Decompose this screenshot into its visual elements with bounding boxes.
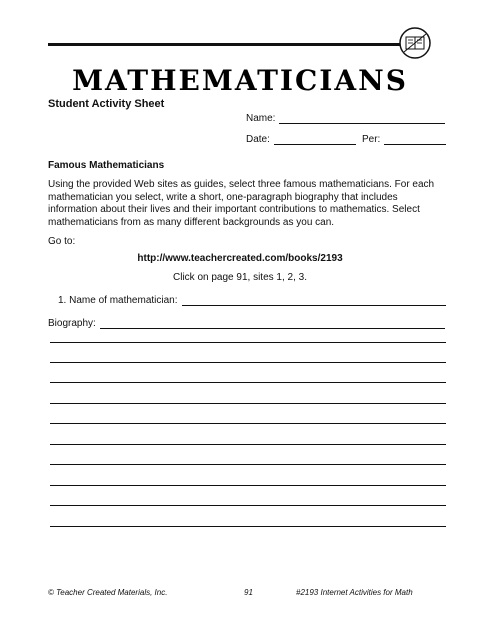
site-instructions: Click on page 91, sites 1, 2, 3.	[173, 272, 307, 283]
biography-line[interactable]	[50, 485, 446, 486]
per-label: Per:	[362, 134, 381, 145]
footer-page-number: 91	[244, 588, 253, 597]
mathematician-name-line[interactable]	[182, 295, 446, 306]
instructions-paragraph: Using the provided Web sites as guides, select three famous mathematicians. For each mathematician you select, write a short, one-paragraph biography that includes information about their lives and their important contributions to mathematics. Select mathematicians from as many different backgrounds as you can.	[48, 179, 435, 228]
biography-line[interactable]	[50, 526, 446, 527]
date-field[interactable]	[246, 134, 356, 145]
name-field[interactable]	[246, 113, 445, 124]
date-line[interactable]	[274, 134, 356, 145]
name-line[interactable]	[279, 113, 445, 124]
biography-line[interactable]	[50, 382, 446, 383]
mathematician-name-field[interactable]	[58, 295, 446, 306]
biography-line[interactable]	[50, 362, 446, 363]
biography-line[interactable]	[50, 423, 446, 424]
biography-line[interactable]	[50, 444, 446, 445]
per-line[interactable]	[384, 134, 446, 145]
biography-line[interactable]	[50, 403, 446, 404]
date-label: Date:	[246, 134, 270, 145]
footer-copyright: © Teacher Created Materials, Inc.	[48, 588, 168, 597]
biography-field[interactable]	[48, 318, 445, 329]
name-label: Name:	[246, 113, 276, 124]
website-link[interactable]: http://www.teachercreated.com/books/2193	[137, 253, 343, 264]
section-heading: Famous Mathematicians	[48, 160, 165, 171]
biography-first-line[interactable]	[100, 318, 445, 329]
per-field[interactable]	[362, 134, 446, 145]
sheet-label: Student Activity Sheet	[48, 98, 165, 110]
goto-label: Go to:	[48, 236, 76, 247]
biography-line[interactable]	[50, 464, 446, 465]
mathematician-name-label: 1. Name of mathematician:	[58, 295, 178, 306]
header-rule	[48, 43, 403, 46]
math-logo-icon	[398, 26, 432, 60]
page-title: MATHEMATICIANS	[72, 64, 408, 97]
biography-line[interactable]	[50, 505, 446, 506]
biography-line[interactable]	[50, 342, 446, 343]
footer-book-title: #2193 Internet Activities for Math	[296, 588, 413, 597]
biography-label: Biography:	[48, 318, 96, 329]
